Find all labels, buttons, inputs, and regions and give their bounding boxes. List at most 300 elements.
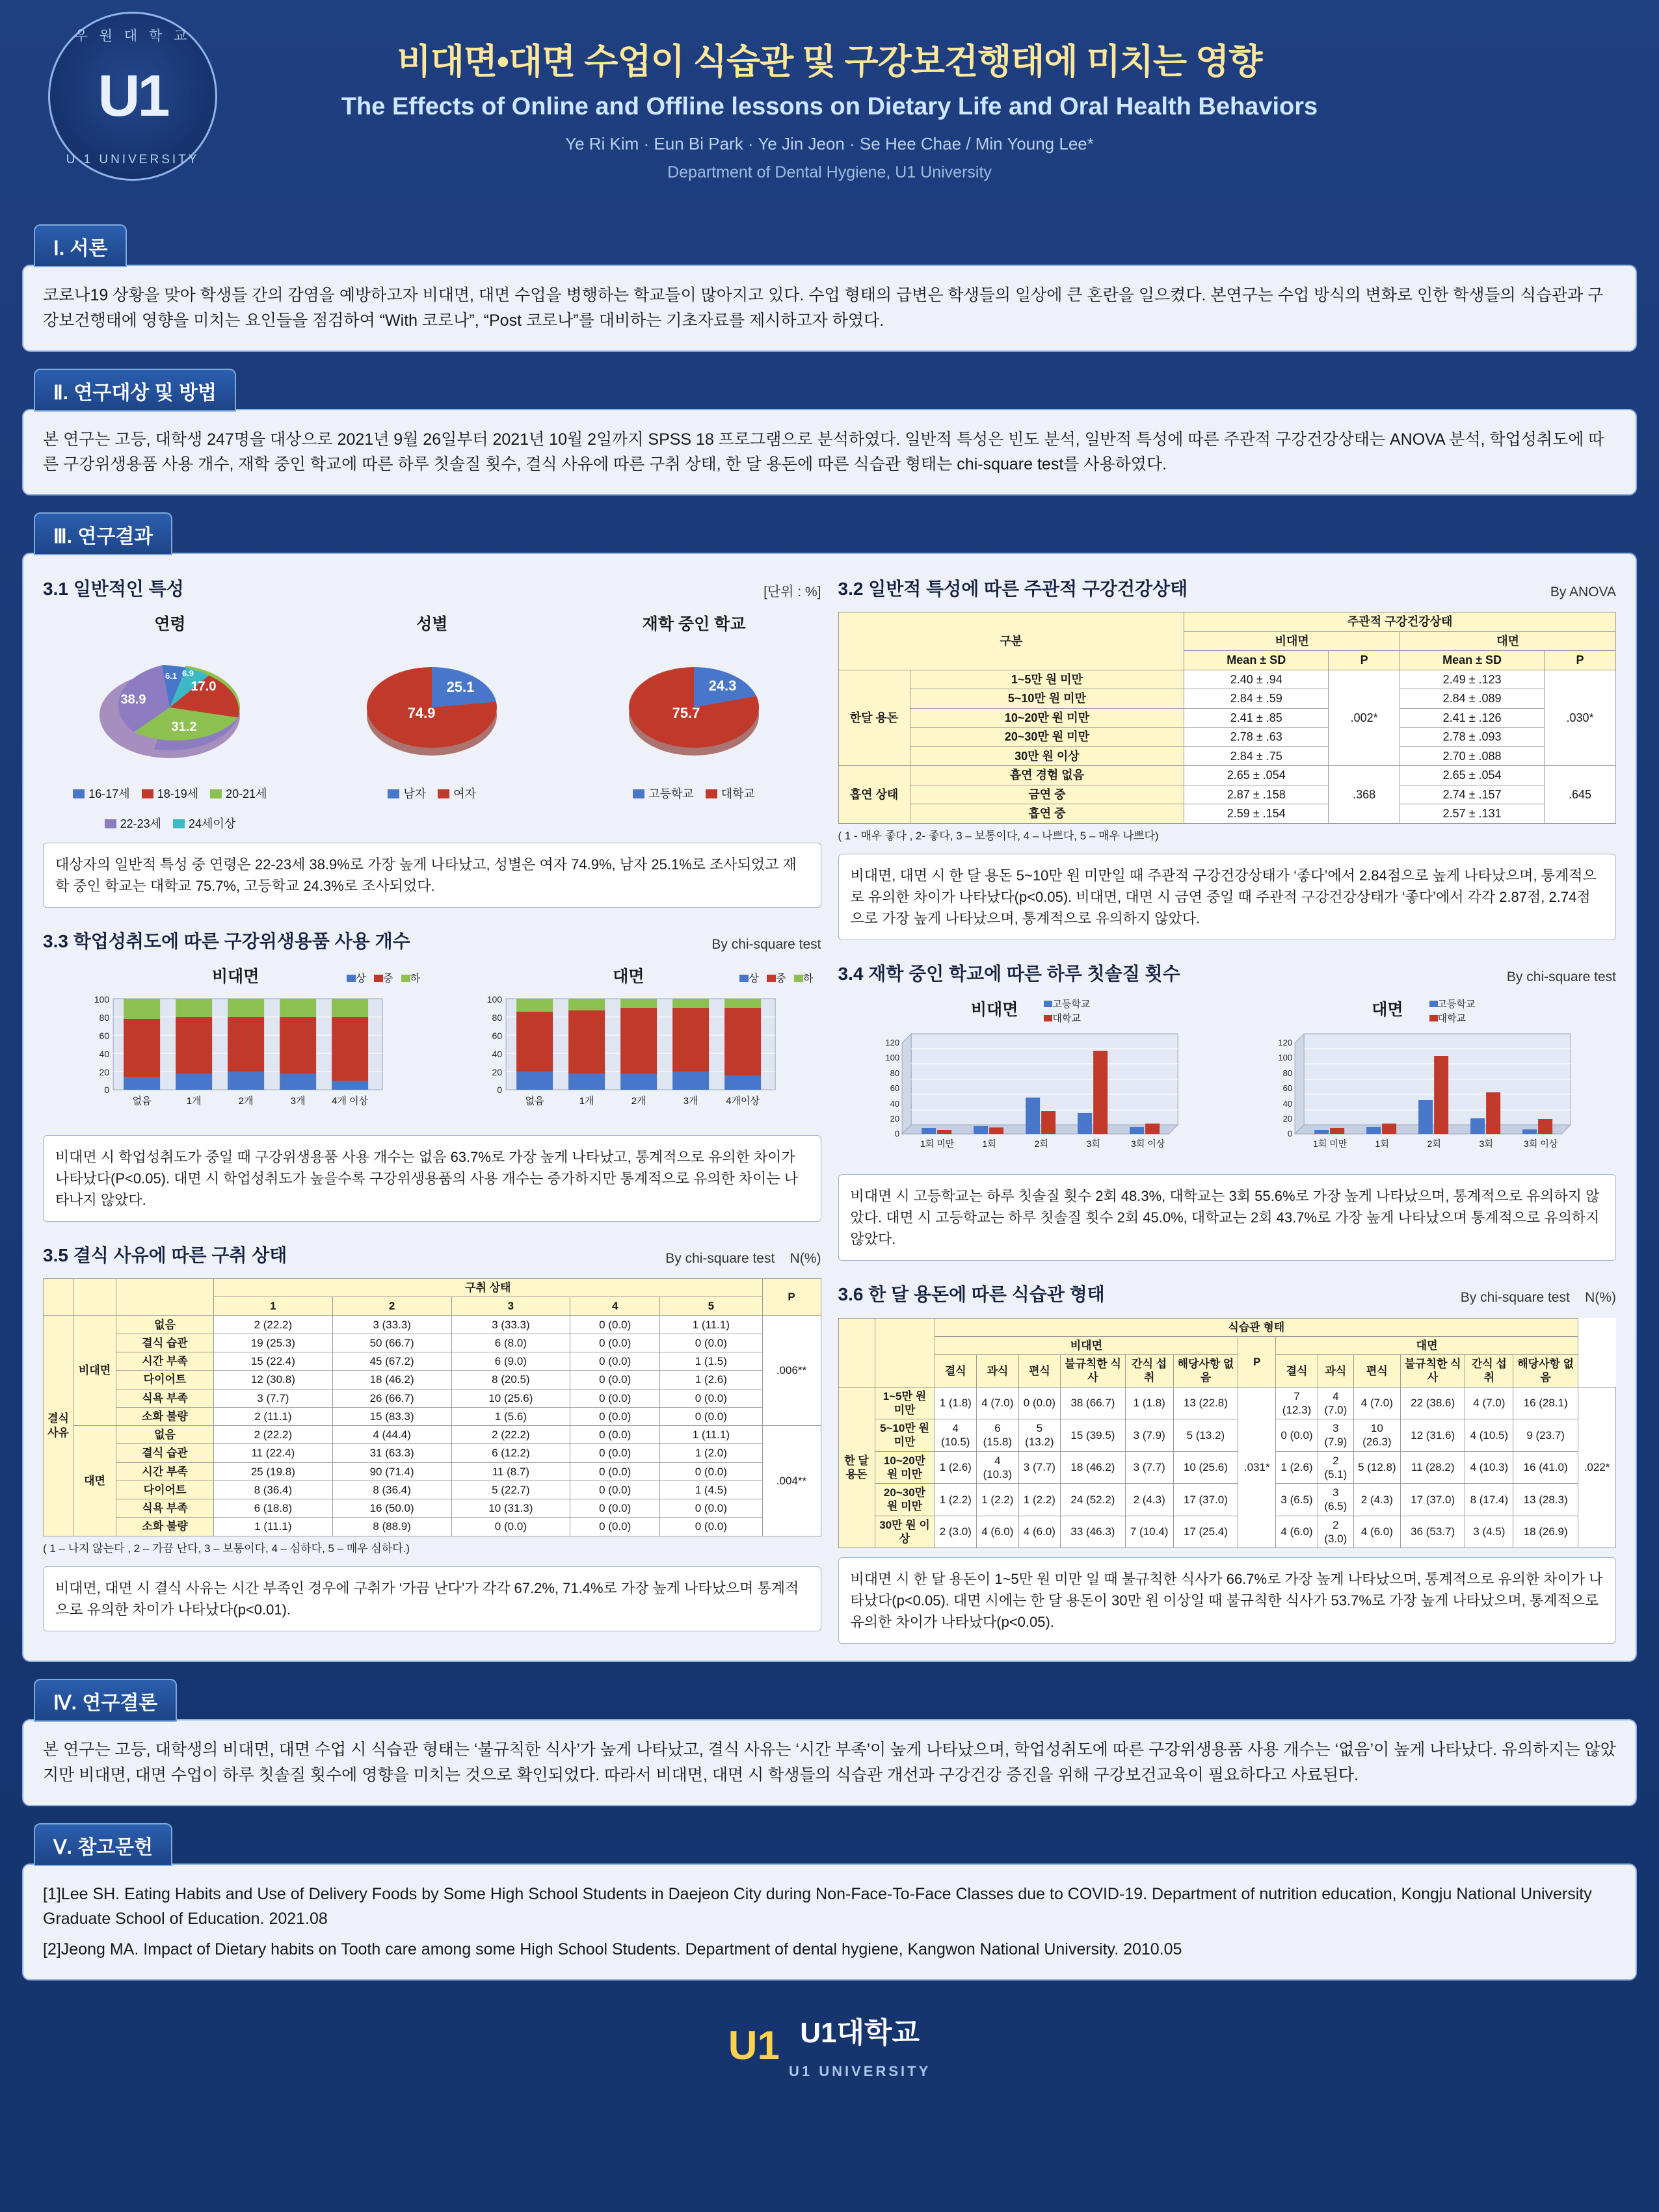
cell: 5 (13.2)	[1173, 1419, 1238, 1452]
svg-text:0: 0	[104, 1085, 110, 1096]
section-results-body	[22, 553, 1637, 1662]
legend-34a-0: 고등학교	[1052, 998, 1091, 1010]
bar-34a-cat-4: 3회 이상	[1130, 1139, 1165, 1150]
cell: 12 (31.6)	[1400, 1419, 1465, 1452]
table-row	[44, 1389, 821, 1407]
cell: 8 (36.4)	[332, 1481, 451, 1499]
cell: 19 (25.3)	[214, 1334, 333, 1352]
cell-label: 금연 중	[910, 785, 1184, 804]
cell: 3 (6.5)	[1276, 1484, 1318, 1516]
result-3-5-note: 비대면, 대면 시 결식 사유는 시간 부족인 경우에 구취가 ‘가끔 난다’가 각각 67.2%, 71.4%로 가장 높게 나타났으며 통계적으로 유의한 차이가 나타났다(p<0.01).	[43, 1566, 821, 1631]
cell: 33 (46.3)	[1061, 1516, 1126, 1548]
table-row	[44, 1518, 821, 1536]
cell: 4 (6.0)	[1018, 1516, 1061, 1548]
poster-header	[22, 0, 1637, 224]
bar-34b-cat-1: 1회	[1375, 1139, 1389, 1150]
table-row	[44, 1334, 821, 1352]
cell: 18 (26.9)	[1513, 1516, 1578, 1548]
section-conclusion-body: 본 연구는 고등, 대학생의 비대면, 대면 수업 시 식습관 형태는 ‘불규칙한 식사’가 높게 나타났고, 결식 사유는 ‘시간 부족’이 높게 나타났으며, 학업성취도에 따른 구강위생용품 사용 개수는 ‘없음’이 높게 나타났다. 유의하지는 않았지만 비대면, 대면 수업이 하루 칫솔질 횟수에 영향을 미치는 것으로 확인되었다. 따라서 비대면, 대면 시 학생들의 식습관 개선과 구강건강 증진을 위해 구강보건교육이 필요하다고 사료된다.	[22, 1719, 1637, 1806]
bar-33b-cat-1: 1개	[579, 1096, 594, 1107]
cell-p: .368	[1329, 766, 1400, 824]
cell: 38 (66.7)	[1061, 1387, 1126, 1419]
cell: 0 (0.0)	[570, 1407, 660, 1425]
cell-label: 30만 원 이상	[875, 1516, 935, 1548]
cell: 4 (7.0)	[1353, 1387, 1400, 1419]
cell: 8 (88.9)	[332, 1518, 451, 1536]
cell: 2 (4.3)	[1125, 1484, 1173, 1516]
cell-label: 20~30만 원 미만	[875, 1484, 935, 1516]
footer-logo-sub: U1 UNIVERSITY	[789, 2062, 931, 2079]
cell: 0 (0.0)	[570, 1462, 660, 1481]
table-3-2-col-mean1: Mean ± SD	[1184, 651, 1329, 670]
bar-33b-cat-4: 4개이상	[726, 1096, 760, 1107]
cell-label: 결식 습관	[116, 1444, 214, 1462]
pie-age-value-38: 38.9	[120, 692, 146, 707]
svg-text:80: 80	[492, 1012, 503, 1023]
pie-school-value-high: 24.3	[708, 678, 737, 694]
cell-label: 흡연 중	[910, 804, 1184, 824]
cell: 1 (11.1)	[660, 1315, 762, 1334]
legend-34b-1: 대학교	[1437, 1013, 1467, 1025]
cell: 18 (46.2)	[1061, 1451, 1126, 1484]
cell: 6 (18.8)	[214, 1499, 333, 1518]
section-conclusion	[22, 1679, 1637, 1806]
pie-chart-school-legend	[567, 785, 821, 804]
legend-34b-0: 고등학교	[1437, 998, 1476, 1010]
footer-logo-name: U1대학교	[800, 2016, 920, 2049]
table-row	[44, 1444, 821, 1462]
legend-age-3: 22-23세	[120, 817, 162, 831]
bar-chart-33-online-title: 비대면	[211, 968, 259, 986]
section-methods-tab: Ⅱ. 연구대상 및 방법	[34, 369, 236, 412]
svg-text:60: 60	[99, 1031, 110, 1042]
cell: 0 (0.0)	[660, 1499, 762, 1518]
pie-age-value-31: 31.2	[171, 720, 197, 735]
table-row	[44, 1371, 821, 1389]
section-methods-body: 본 연구는 고등, 대학생 247명을 대상으로 2021년 9월 26일부터 2021년 10월 2일까지 SPSS 18 프로그램으로 분석하였다. 일반적 특성은 빈도 분석, 일반적 특성에 따른 주관적 구강건강상태는 ANOVA 분석, 학업성취도에 따른 구강위생용품 사용 개수, 재학 중인 학교에 따른 하루 칫솔질 횟수, 결식 사유에 따른 구취 상태, 한 달 용돈에 따른 식습관 형태는 chi-square test를 사용하였다.	[22, 409, 1637, 496]
result-3-2-method: By ANOVA	[1550, 584, 1616, 599]
table-3-6-col-a4: 간식 섭취	[1125, 1355, 1173, 1388]
cell: 15 (83.3)	[332, 1407, 451, 1425]
cell: 0 (0.0)	[570, 1481, 660, 1499]
table-row	[44, 1315, 821, 1334]
cell: 1 (4.5)	[660, 1481, 762, 1499]
svg-text:20: 20	[1282, 1114, 1292, 1124]
cell: 0 (0.0)	[570, 1334, 660, 1352]
cell: 0 (0.0)	[570, 1371, 660, 1389]
legend-gender-0: 남자	[403, 787, 427, 801]
svg-text:100: 100	[884, 1053, 899, 1063]
cell-label: 10~20만 원 미만	[910, 708, 1184, 728]
cell: 1 (2.2)	[935, 1484, 977, 1516]
legend-gender-1: 여자	[453, 787, 477, 801]
legend-age-4: 24세이상	[189, 817, 236, 831]
bar-34a-cat-2: 2회	[1033, 1139, 1048, 1150]
table-3-2-span-header: 주관적 구강건강상태	[1184, 612, 1616, 632]
svg-text:60: 60	[1282, 1083, 1292, 1094]
cell: 5 (22.7)	[451, 1481, 570, 1499]
table-row	[838, 766, 1616, 785]
cell-p: .645	[1545, 766, 1616, 824]
cell-p: .030*	[1545, 670, 1616, 766]
logo-mark: U1	[98, 64, 168, 129]
cell: 0 (0.0)	[1018, 1387, 1061, 1419]
pie-chart-row	[43, 612, 821, 834]
table-3-5-p-header: P	[762, 1279, 821, 1316]
legend-age-0: 16-17세	[88, 787, 130, 801]
bar-chart-row-33	[43, 964, 821, 1126]
result-3-1	[43, 575, 821, 908]
bar-chart-34-offline-legend	[1429, 997, 1476, 1027]
cell: 4 (7.0)	[977, 1387, 1019, 1419]
svg-text:100: 100	[487, 995, 503, 1005]
cell: 25 (19.8)	[214, 1462, 333, 1481]
footer-logo-mark: U1	[728, 2023, 780, 2069]
result-3-2	[838, 575, 1617, 940]
table-3-5-footnote: ( 1 – 나지 않는다 , 2 – 가끔 난다, 3 – 보통이다, 4 – 심하다, 5 – 매우 심하다.)	[43, 1542, 410, 1555]
section-conclusion-tab: Ⅳ. 연구결론	[34, 1679, 177, 1722]
pie-chart-school-title: 재학 중인 학교	[642, 615, 746, 634]
cell: 36 (53.7)	[1400, 1516, 1465, 1548]
svg-text:80: 80	[99, 1012, 110, 1023]
cell: 2.74 ± .157	[1400, 785, 1545, 804]
cell: 3 (4.5)	[1465, 1516, 1513, 1548]
cell-label: 1~5만 원 미만	[875, 1387, 935, 1419]
cell: 16 (28.1)	[1513, 1387, 1578, 1419]
cell: 12 (30.8)	[214, 1371, 333, 1389]
cell: 10 (25.6)	[1173, 1451, 1238, 1484]
cell: 2.49 ± .123	[1400, 670, 1545, 689]
legend-age-1: 18-19세	[157, 787, 199, 801]
bar-33b-cat-0: 없음	[525, 1096, 544, 1107]
bar-chart-34-offline-svg	[1231, 1027, 1616, 1157]
cell: 1 (1.8)	[935, 1387, 977, 1419]
legend-age-2: 20-21세	[226, 787, 267, 801]
table-3-2-col-mean2: Mean ± SD	[1400, 651, 1545, 670]
result-3-5-method: By chi-square test	[665, 1250, 775, 1266]
bar-33a-cat-0: 없음	[132, 1096, 152, 1107]
svg-text:100: 100	[1278, 1053, 1292, 1063]
cell: 4 (10.5)	[1465, 1419, 1513, 1452]
cell: 2.78 ± .63	[1184, 728, 1329, 747]
table-3-5-col-3: 3	[451, 1297, 570, 1315]
cell: 4 (6.0)	[1353, 1516, 1400, 1548]
bar-chart-33-online	[43, 964, 428, 1126]
cell: 3 (7.9)	[1125, 1419, 1173, 1452]
cell: 2 (3.0)	[1318, 1516, 1353, 1548]
section-intro	[22, 224, 1637, 352]
cell: 16 (41.0)	[1513, 1451, 1578, 1484]
cell: 3 (7.7)	[214, 1389, 333, 1407]
bar-chart-33-offline-svg	[436, 995, 821, 1118]
table-row	[838, 1451, 1616, 1484]
table-row	[838, 1419, 1616, 1452]
cell: 15 (22.4)	[214, 1352, 333, 1371]
svg-text:80: 80	[890, 1068, 899, 1079]
bar-chart-34-online-svg	[838, 1027, 1223, 1157]
legend-33b-2: 하	[803, 973, 814, 985]
table-3-6-col-a3: 불규칙한 식사	[1061, 1355, 1126, 1388]
bar-33a-cat-3: 3개	[290, 1096, 306, 1107]
table-3-2	[838, 612, 1617, 824]
result-3-3	[43, 927, 821, 1222]
cell: 2.84 ± .59	[1184, 689, 1329, 709]
cell: 22 (38.6)	[1400, 1387, 1465, 1419]
table-row	[44, 1481, 821, 1499]
cell: 2 (3.0)	[935, 1516, 977, 1548]
cell: 8 (17.4)	[1465, 1484, 1513, 1516]
table-row	[44, 1462, 821, 1481]
pie-chart-gender	[305, 612, 559, 804]
table-3-6-col-b0: 결식	[1276, 1355, 1318, 1388]
cell: 2 (4.3)	[1353, 1484, 1400, 1516]
svg-text:60: 60	[492, 1031, 503, 1042]
table-3-2-col-p1: P	[1329, 651, 1400, 670]
pie-gender-value-female: 74.9	[407, 705, 436, 722]
bar-chart-34-online	[838, 997, 1223, 1166]
section-references-body	[22, 1863, 1637, 1981]
bar-chart-33-offline-title: 대면	[613, 968, 644, 986]
cell-group: 한달 용돈	[838, 670, 910, 766]
result-3-1-title: 3.1 일반적인 특성	[43, 579, 184, 599]
reference-item-2: [2]Jeong MA. Impact of Dietary habits on Tooth care among some High School Students. Department of dental hygiene, Kangwon National University. 2010.05	[43, 1940, 1182, 1959]
result-3-6-title: 3.6 한 달 용돈에 따른 식습관 형태	[838, 1284, 1105, 1305]
legend-33a-1: 중	[382, 973, 393, 985]
bar-33a-cat-1: 1개	[186, 1096, 202, 1107]
section-results-tab: Ⅲ. 연구결과	[34, 512, 172, 555]
svg-text:0: 0	[497, 1085, 503, 1096]
cell: 6 (12.2)	[451, 1444, 570, 1462]
table-3-2-footnote: ( 1 - 매우 좋다 , 2- 좋다, 3 – 보통이다, 4 – 나쁘다, 5 – 매우 나쁘다)	[838, 829, 1159, 842]
results-left-column	[43, 571, 821, 1644]
pie-chart-gender-svg	[334, 642, 529, 779]
cell: 1 (11.1)	[660, 1426, 762, 1444]
cell: 17 (25.4)	[1173, 1516, 1238, 1548]
bar-34a-cat-0: 1회 미만	[920, 1139, 954, 1150]
pie-chart-gender-legend	[305, 785, 559, 804]
cell: 15 (39.5)	[1061, 1419, 1126, 1452]
svg-text:120: 120	[884, 1038, 899, 1048]
cell: 1 (2.6)	[935, 1451, 977, 1484]
table-3-5-col-5: 5	[660, 1297, 762, 1315]
cell: 2 (22.2)	[214, 1426, 333, 1444]
legend-33a-2: 하	[410, 973, 421, 985]
cell-label: 소화 불량	[116, 1407, 214, 1425]
table-3-5	[43, 1278, 821, 1536]
result-3-6-method: By chi-square test	[1460, 1289, 1570, 1305]
page-title-ko: 비대면•대면 수업이 식습관 및 구강보건행태에 미치는 영향	[397, 42, 1262, 81]
cell: 2.41 ± .85	[1184, 708, 1329, 728]
cell: 0 (0.0)	[660, 1389, 762, 1407]
bar-33b-cat-3: 3개	[683, 1096, 698, 1107]
result-3-5	[43, 1241, 821, 1631]
result-3-5-title: 3.5 결식 사유에 따른 구취 상태	[43, 1244, 287, 1265]
reference-item-1: [1]Lee SH. Eating Habits and Use of Delivery Foods by Some High School Students in Daejeon City during Non-Face-To-Face Classes due to COVID-19. Department of nutrition education, Kongju National University Graduate School of Education. 2021.08	[43, 1884, 1592, 1929]
section-references	[22, 1823, 1637, 1981]
cell: 2.65 ± .054	[1184, 766, 1329, 785]
cell: 0 (0.0)	[570, 1352, 660, 1371]
page-title-en: The Effects of Online and Offline lessons on Dietary Life and Oral Health Behaviors	[341, 93, 1318, 120]
bar-chart-33-offline	[436, 964, 821, 1126]
cell: 17 (37.0)	[1173, 1484, 1238, 1516]
cell: 0 (0.0)	[660, 1407, 762, 1425]
table-row	[44, 1352, 821, 1371]
section-methods	[22, 369, 1637, 496]
cell-label: 10~20만 원 미만	[875, 1451, 935, 1484]
cell: 2.59 ± .154	[1184, 804, 1329, 824]
legend-34a-1: 대학교	[1052, 1013, 1081, 1025]
result-3-3-note: 비대면 시 학업성취도가 중일 때 구강위생용품 사용 개수는 없음 63.7%로 가장 높게 나타났고, 통계적으로 유의한 차이가 나타났다(P<0.05). 대면 시 학업성취도가 높을수록 구강위생용품의 사용 개수는 증가하지만 통계적으로 유의한 차이는 나타나지 않았다.	[43, 1135, 821, 1222]
bar-33b-cat-2: 2개	[631, 1096, 646, 1107]
table-3-6	[838, 1318, 1617, 1549]
cell: 0 (0.0)	[660, 1518, 762, 1536]
cell: 10 (26.3)	[1353, 1419, 1400, 1452]
table-3-6-col-a0: 결식	[935, 1355, 977, 1388]
section-intro-tab: Ⅰ. 서론	[34, 224, 127, 267]
table-row	[838, 1484, 1616, 1516]
cell-p: .006**	[762, 1315, 821, 1426]
svg-text:40: 40	[492, 1049, 503, 1060]
legend-33b-0: 상	[749, 973, 759, 985]
bar-34b-cat-4: 3회 이상	[1523, 1139, 1558, 1150]
bar-chart-34-offline-title: 대면	[1372, 1000, 1403, 1019]
svg-text:0: 0	[894, 1129, 899, 1139]
cell: 0 (0.0)	[660, 1334, 762, 1352]
cell: 2 (22.2)	[451, 1426, 570, 1444]
cell: 1 (1.8)	[1125, 1387, 1173, 1419]
result-3-6-unit: N(%)	[1585, 1289, 1616, 1305]
cell: 2.84 ± .089	[1400, 689, 1545, 709]
bar-34b-cat-3: 3회	[1479, 1139, 1493, 1150]
pie-school-value-univ: 75.7	[672, 705, 700, 722]
bar-34b-cat-2: 2회	[1427, 1139, 1441, 1150]
university-logo	[48, 12, 217, 181]
cell: 7 (12.3)	[1276, 1387, 1318, 1419]
table-3-5-group-offline: 대면	[73, 1426, 116, 1536]
cell: 17 (37.0)	[1400, 1484, 1465, 1516]
legend-33a-0: 상	[355, 973, 366, 985]
cell-label: 20~30만 원 미만	[910, 728, 1184, 747]
table-3-6-side-label: 한 달 용돈	[844, 1454, 869, 1481]
cell-label: 다이어트	[116, 1371, 214, 1389]
cell: 4 (6.0)	[1276, 1516, 1318, 1548]
pie-gender-value-male: 25.1	[446, 679, 475, 696]
table-3-5-col-2: 2	[332, 1297, 451, 1315]
table-row	[838, 670, 1616, 689]
cell-p: .022*	[1578, 1387, 1616, 1548]
svg-text:40: 40	[890, 1099, 899, 1109]
bar-chart-34-offline	[1231, 997, 1616, 1166]
bar-34a-cat-3: 3회	[1085, 1139, 1100, 1150]
svg-text:100: 100	[94, 995, 110, 1005]
cell: 3 (33.3)	[332, 1315, 451, 1334]
result-3-5-unit: N(%)	[790, 1250, 821, 1266]
cell-label: 흡연 경험 없음	[910, 766, 1184, 785]
cell: 1 (2.6)	[660, 1371, 762, 1389]
table-3-6-group-online: 비대면	[935, 1336, 1238, 1354]
section-results	[22, 512, 1637, 1662]
poster-footer	[22, 1997, 1637, 2083]
cell: 0 (0.0)	[570, 1499, 660, 1518]
cell: 11 (22.4)	[214, 1444, 333, 1462]
table-3-2-left-header: 구분	[838, 612, 1184, 670]
cell: 11 (8.7)	[451, 1462, 570, 1481]
table-3-2-group-online: 비대면	[1184, 631, 1400, 651]
cell: 2.70 ± .088	[1400, 746, 1545, 766]
table-row	[838, 708, 1616, 728]
table-row	[838, 746, 1616, 766]
cell: 2 (5.1)	[1318, 1451, 1353, 1484]
cell-p: .031*	[1238, 1387, 1276, 1548]
bar-chart-33-online-legend	[259, 971, 420, 988]
result-3-1-note: 대상자의 일반적 특성 중 연령은 22-23세 38.9%로 가장 높게 나타났고, 성별은 여자 74.9%, 남자 25.1%로 조사되었고 재학 중인 학교는 대학교 75.7%, 고등학교 24.3%로 조사되었다.	[43, 843, 821, 908]
result-3-3-title: 3.3 학업성취도에 따른 구강위생용품 사용 개수	[43, 930, 410, 951]
bar-chart-34-online-legend	[1044, 997, 1090, 1027]
cell-label: 결식 습관	[116, 1334, 214, 1352]
cell: 5 (13.2)	[1018, 1419, 1061, 1452]
author-list: Ye Ri Kim · Eun Bi Park · Ye Jin Jeon · Se Hee Chae / Min Young Lee*	[565, 134, 1094, 153]
cell-label: 소화 불량	[116, 1518, 214, 1536]
cell: 2.78 ± .093	[1400, 728, 1545, 747]
cell: 4 (10.3)	[977, 1451, 1019, 1484]
svg-text:40: 40	[99, 1049, 110, 1060]
result-3-4	[838, 960, 1617, 1261]
pie-chart-age-legend	[43, 785, 297, 834]
table-row	[44, 1426, 821, 1444]
cell: 0 (0.0)	[1276, 1419, 1318, 1452]
cell: 9 (23.7)	[1513, 1419, 1578, 1452]
table-3-5-col-1: 1	[214, 1297, 333, 1315]
cell: 2.84 ± .75	[1184, 746, 1329, 766]
cell: 6 (8.0)	[451, 1334, 570, 1352]
table-row	[838, 1516, 1616, 1548]
cell: 1 (2.0)	[660, 1444, 762, 1462]
table-3-6-col-b2: 편식	[1353, 1355, 1400, 1388]
pie-chart-age-svg	[59, 642, 280, 779]
cell: 3 (7.7)	[1018, 1451, 1061, 1484]
cell: 0 (0.0)	[451, 1518, 570, 1536]
cell: 8 (20.5)	[451, 1371, 570, 1389]
svg-text:40: 40	[1282, 1099, 1292, 1109]
cell: 8 (36.4)	[214, 1481, 333, 1499]
bar-chart-34-online-title: 비대면	[970, 1000, 1018, 1019]
cell-p: .002*	[1329, 670, 1400, 766]
cell-label: 시간 부족	[116, 1462, 214, 1481]
cell: 3 (7.9)	[1318, 1419, 1353, 1452]
table-row	[838, 804, 1616, 824]
cell-label: 다이어트	[116, 1481, 214, 1499]
svg-text:20: 20	[99, 1067, 110, 1078]
result-3-6-note: 비대면 시 한 달 용돈이 1~5만 원 미만 일 때 불규칙한 식사가 66.7%로 가장 높게 나타났으며, 통계적으로 유의한 차이가 나타났다(p<0.05). 대면 시에는 한 달 용돈이 30만 원 이상일 때 불규칙한 식사가 53.7%로 가장 높게 나타났으며, 통계적으로 유의한 차이가 나타났다(p<0.05).	[838, 1557, 1617, 1644]
legend-33b-1: 중	[776, 973, 786, 985]
table-3-5-col-4: 4	[570, 1297, 660, 1315]
footer-logo	[728, 2009, 931, 2083]
pie-chart-school	[567, 612, 821, 804]
table-row	[44, 1407, 821, 1425]
table-3-5-span-header: 구취 상태	[214, 1279, 763, 1297]
cell: 24 (52.2)	[1061, 1484, 1126, 1516]
bar-34b-cat-0: 1회 미만	[1312, 1139, 1347, 1150]
cell: 13 (28.3)	[1513, 1484, 1578, 1516]
table-3-2-col-p2: P	[1545, 651, 1616, 670]
table-3-6-col-b1: 과식	[1318, 1355, 1353, 1388]
logo-ring-top-text: 우 원 대 학 교	[74, 29, 191, 44]
pie-age-value-61: 6.1	[165, 671, 178, 681]
cell: 31 (63.3)	[332, 1444, 451, 1462]
cell: 5 (12.8)	[1353, 1451, 1400, 1484]
result-3-6	[838, 1280, 1617, 1644]
cell: 6 (9.0)	[451, 1352, 570, 1371]
